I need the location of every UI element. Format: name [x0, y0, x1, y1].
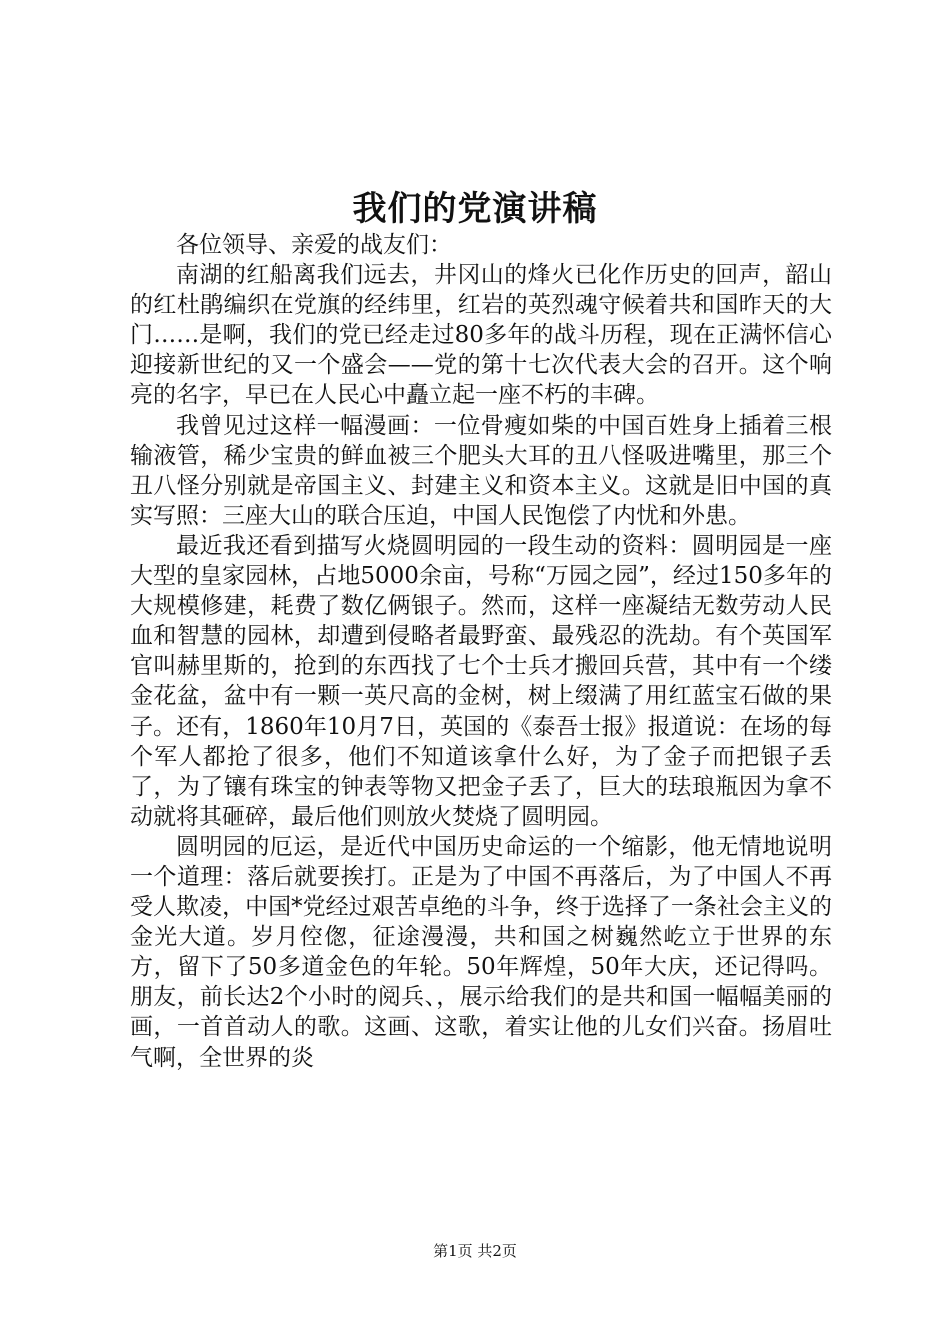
- page-number-footer: 第1页 共2页: [433, 1242, 517, 1260]
- document-body: [130, 230, 832, 1073]
- paragraph-2: 我曾见过这样一幅漫画：一位骨瘦如柴的中国百姓身上插着三根输液管，稀少宝贵的鲜血被三个肥头大耳的丑八怪吸进嘴里，那三个丑八怪分别就是帝国主义、封建主义和资本主义。这就是旧中国的真实写照：三座大山的联合压迫，中国人民饱偿了内忧和外患。: [130, 412, 832, 529]
- salutation-paragraph: 各位领导、亲爱的战友们：: [176, 232, 452, 258]
- document-title: 我们的党演讲稿: [352, 189, 598, 229]
- paragraph-4: 圆明园的厄运，是近代中国历史命运的一个缩影，他无情地说明一个道理：落后就要挨打。正是为了中国不再落后，为了中国人不再受人欺凌，中国*党经过艰苦卓绝的斗争，终于选择了一条社会主义的金光大道。岁月倥偬，征途漫漫，共和国之树巍然屹立于世界的东方，留下了50多道金色的年轮。50年辉煌，50年大庆，还记得吗。朋友，前长达2个小时的阅兵、，展示给我们的是共和国一幅幅美丽的画，一首首动人的歌。这画、这歌，着实让他的儿女们兴奋。扬眉吐气啊，全世界的炎: [130, 833, 832, 1071]
- paragraph-3: 最近我还看到描写火烧圆明园的一段生动的资料：圆明园是一座大型的皇家园林，占地5000余亩，号称“万园之园”，经过150多年的大规模修建，耗费了数亿俩银子。然而，这样一座凝结无数劳动人民血和智慧的园林，却遭到侵略者最野蛮、最残忍的洗劫。有个英国军官叫赫里斯的，抢到的东西找了七个士兵才搬回兵营，其中有一个缕金花盆，盆中有一颗一英尺高的金树，树上缀满了用红蓝宝石做的果子。还有，1860年10月7日，英国的《泰吾士报》报道说：在场的每个军人都抢了很多，他们不知道该拿什么好，为了金子而把银子丢了，为了镶有珠宝的钟表等物又把金子丢了，巨大的珐琅瓶因为拿不动就将其砸碎，最后他们则放火焚烧了圆明园。: [130, 532, 832, 830]
- paragraph-1: 南湖的红船离我们远去，井冈山的烽火已化作历史的回声，韶山的红杜鹃编织在党旗的经纬里，红岩的英烈魂守候着共和国昨天的大门……是啊，我们的党已经走过80多年的战斗历程，现在正满怀信心迎接新世纪的又一个盛会——党的第十七次代表大会的召开。这个响亮的名字，早已在人民心中矗立起一座不朽的丰碑。: [130, 262, 832, 409]
